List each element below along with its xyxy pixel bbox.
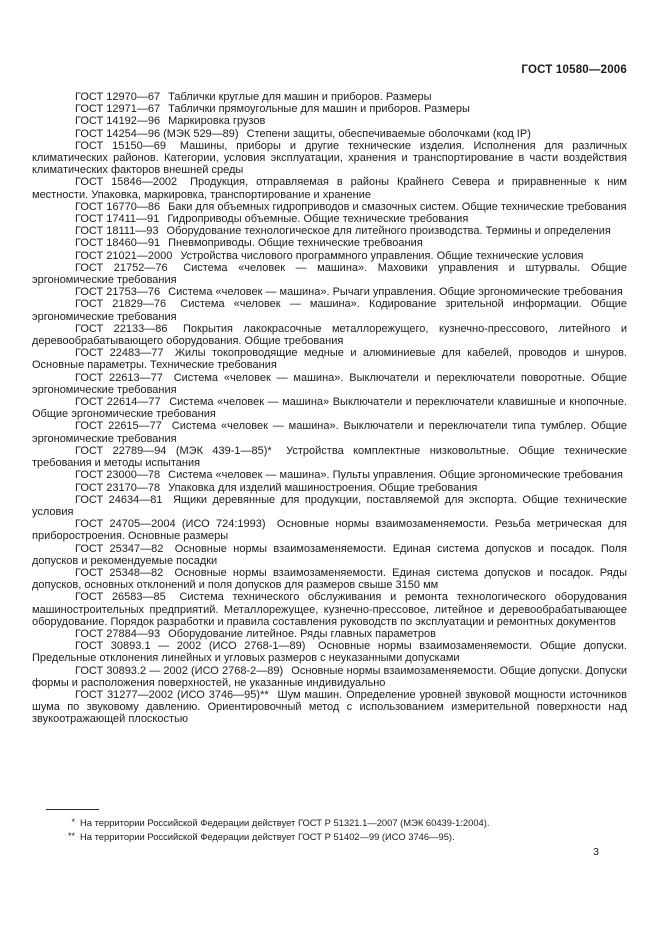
standard-entry: [32, 237, 627, 249]
standard-title: Система «человек — машина». Выключатели и переключатели поворотные. Общие эргономические требования: [32, 371, 627, 396]
standard-code: ГОСТ 22789—94 (МЭК 439-1—85)*: [75, 444, 272, 457]
standard-code: ГОСТ 25347—82: [75, 542, 164, 555]
standard-title: Машины, приборы и другие технические изделия. Исполнения для различных климатических районов. Категории, условия эксплуатации, хранения и транспортирование в части воздействия климатических факторов внешней среды: [32, 139, 627, 177]
standard-code: ГОСТ 22133—86: [75, 322, 168, 335]
standard-entry: [32, 213, 627, 225]
standard-code: ГОСТ 24634—81: [75, 493, 163, 506]
standard-code: ГОСТ 18460—91: [75, 237, 161, 250]
footnote: [32, 830, 627, 844]
standard-entry: [32, 225, 627, 237]
standard-title: Основные нормы взаимозаменяемости. Единая система допусков и посадок. Ряды допусков, основных отклонений и поля допусков для размеров свыше 3150 мм: [32, 566, 628, 592]
standard-code: ГОСТ 21752—76: [75, 261, 168, 274]
standard-code: ГОСТ 30893.1 — 2002 (ИСО 2768-1—89): [75, 640, 306, 653]
standard-title: Основные нормы взаимозаменяемости. Резьба метрическая для приборостроения. Основные размеры: [32, 518, 627, 543]
standard-entry: [32, 665, 627, 689]
standard-entry: [32, 128, 627, 140]
standard-title: Таблички круглые для машин и приборов. Размеры: [168, 91, 432, 103]
standard-code: ГОСТ 15150—69: [75, 139, 166, 152]
standard-title: Маркировка грузов: [168, 115, 266, 128]
standard-title: Система «человек — машина». Кодирование зрительной информации. Общие эргономические требования: [32, 298, 628, 323]
footnotes-section: [32, 809, 627, 844]
standard-title: Основные нормы взаимозаменяемости. Общие допуски. Допуски формы и расположения поверхностей, не указанные индивидуально: [32, 664, 627, 689]
standard-code: ГОСТ 18111—93: [75, 225, 159, 238]
standard-entry: [32, 469, 627, 481]
standard-entry: [32, 445, 627, 469]
standard-title: Степени защиты, обеспечиваемые оболочками (код IP): [246, 127, 531, 140]
standard-code: ГОСТ 22483—77: [75, 347, 164, 360]
standard-title: Устройства числового программного управления. Общие технические условия: [180, 249, 584, 262]
standard-code: ГОСТ 14254—96 (МЭК 529—89): [75, 127, 239, 140]
standard-title: Покрытия лакокрасочные металлорежущего, кузнечно-прессового, литейного и деревообрабатывающего оборудования. Общие требования: [32, 322, 628, 348]
standard-entry: [32, 250, 627, 262]
standard-title: Пневмоприводы. Общие технические требвоания: [168, 237, 423, 250]
standard-code: ГОСТ 23000—78: [75, 469, 161, 482]
standard-title: Оборудование литейное. Ряды главных параметров: [168, 627, 436, 640]
standard-entry: [32, 372, 627, 396]
standard-entry: [32, 518, 627, 542]
standard-entry: [32, 176, 627, 200]
standard-code: ГОСТ 22613—77: [75, 371, 163, 384]
standard-title: Система «человек — машина». Выключатели и переключатели типа тумблер. Общие эргономические требования: [32, 420, 627, 445]
footnote-text: На территории Российской Федерации действует ГОСТ Р 51321.1—2007 (МЭК 60439-1:2004).: [80, 817, 490, 828]
standard-title: Основные нормы взаимозаменяемости. Единая система допусков и посадок. Поля допусков и рекомендуемые посадки: [32, 542, 628, 567]
standards-list: [32, 91, 627, 726]
footnote-text: На территории Российской Федерации действует ГОСТ Р 51402—99 (ИСО 3746—95).: [80, 830, 455, 842]
standard-title: Устройства комплектные низковольтные. Общие технические требования и методы испытания: [32, 444, 628, 470]
standard-entry: [32, 262, 627, 286]
standard-code: ГОСТ 26583—85: [75, 591, 166, 604]
standard-title: Система технического обслуживания и ремонта технологического оборудования машиностроительных предприятий. Металлорежущее, кузнечно-прессовое, литейное и деревообрабатывающее оборудование. Порядок разработки и правила составления руководств по эксплуатации и ремонтных документов: [32, 591, 628, 628]
standard-code: ГОСТ 24705—2004 (ИСО 724:1993): [75, 518, 266, 531]
standard-entry: [32, 689, 627, 726]
standard-entry: [32, 640, 627, 664]
standard-code: ГОСТ 27884—93: [75, 627, 161, 640]
standard-title: Оборудование технологическое для литейного производства. Термины и определения: [166, 225, 611, 238]
standard-title: Система «человек — машина» Выключатели и переключатели клавишные и кнопочные. Общие эргономические требования: [32, 396, 627, 421]
standard-code: ГОСТ 22615—77: [75, 420, 162, 433]
standard-entry: [32, 420, 627, 444]
standard-title: Шум машин. Определение уровней звуковой мощности источников шума по звуковому давлению. Ориентировочный метод с использованием измерительной поверхности над звукоотражающей плоскостью: [32, 688, 627, 726]
standard-title: Гидроприводы объемные. Общие технические требования: [167, 213, 469, 226]
standard-entry: [32, 396, 627, 420]
standard-code: ГОСТ 23170—78: [75, 481, 161, 494]
standard-code: ГОСТ 21021—2000: [75, 249, 173, 262]
standard-code: ГОСТ 12971—67: [75, 103, 161, 116]
standard-code: ГОСТ 15846—2002: [75, 176, 178, 189]
standard-entry: [32, 103, 627, 115]
standard-entry: [32, 591, 627, 628]
standard-title: Основные нормы взаимозаменяемости. Общие допуски. Предельные отклонения линейных и угловых размеров с неуказанными допусками: [32, 640, 627, 665]
standard-code: ГОСТ 14192—96: [75, 115, 161, 128]
standard-entry: [32, 543, 627, 567]
footnote-marker: **: [67, 830, 75, 841]
standard-entry: [32, 140, 627, 177]
standard-entry: [32, 628, 627, 640]
standard-title: Таблички прямоугольные для машин и приборов. Размеры: [168, 103, 470, 116]
standard-title: Жилы токопроводящие медные и алюминиевые для кабелей, проводов и шнуров. Основные параметры. Технические требования: [32, 347, 627, 372]
standard-entry: [32, 115, 627, 127]
footnotes-list: [32, 816, 627, 844]
standard-code: ГОСТ 22614—77: [75, 396, 161, 409]
standard-code: ГОСТ 30893.2 — 2002 (ИСО 2768-2—89): [75, 664, 284, 677]
standard-code: ГОСТ 21753—76: [75, 286, 161, 299]
page-header: [32, 64, 627, 77]
standard-entry: [32, 567, 627, 591]
standard-title: Ящики деревянные для продукции, поставляемой для экспорта. Общие технические условия: [32, 493, 627, 518]
standard-title: Система «человек — машина». Пульты управления. Общие эргономические требования: [168, 469, 623, 482]
standard-title: Упаковка для изделий машиностроения. Общие требования: [168, 481, 478, 494]
page-number: 3: [593, 846, 599, 858]
standard-title: Продукция, отправляемая в районы Крайнего Севера и приравненные к ним местности. Упаковка, маркировка, транспортирование и хранение: [32, 176, 627, 201]
footnote: [32, 816, 627, 830]
standard-entry: [32, 201, 627, 213]
standard-title: Система «человек — машина». Маховики управления и штурвалы. Общие эргономические требования: [32, 261, 627, 287]
standard-code: ГОСТ 21829—76: [75, 298, 167, 311]
standard-entry: [32, 286, 627, 298]
standard-entry: [32, 91, 627, 103]
standard-entry: [32, 323, 627, 347]
standard-entry: [32, 298, 627, 322]
standard-title: Система «человек — машина». Рычаги управления. Общие эргономические требования: [168, 286, 623, 299]
standard-code: ГОСТ 17411—91: [75, 213, 160, 226]
standard-title: Баки для объемных гидроприводов и смазочных систем. Общие технические требования: [168, 200, 627, 213]
document-code: ГОСТ 10580—2006: [521, 64, 627, 76]
standard-code: ГОСТ 16770—86: [75, 200, 161, 213]
footnote-marker: *: [71, 817, 75, 827]
standard-code: ГОСТ 25348—82: [75, 566, 164, 579]
standard-entry: [32, 494, 627, 518]
standard-code: ГОСТ 31277—2002 (ИСО 3746—95)**: [75, 688, 269, 701]
standard-entry: [32, 347, 627, 371]
standard-entry: [32, 482, 627, 494]
standard-code: ГОСТ 12970—67: [75, 91, 161, 103]
footnote-divider: [46, 809, 99, 810]
